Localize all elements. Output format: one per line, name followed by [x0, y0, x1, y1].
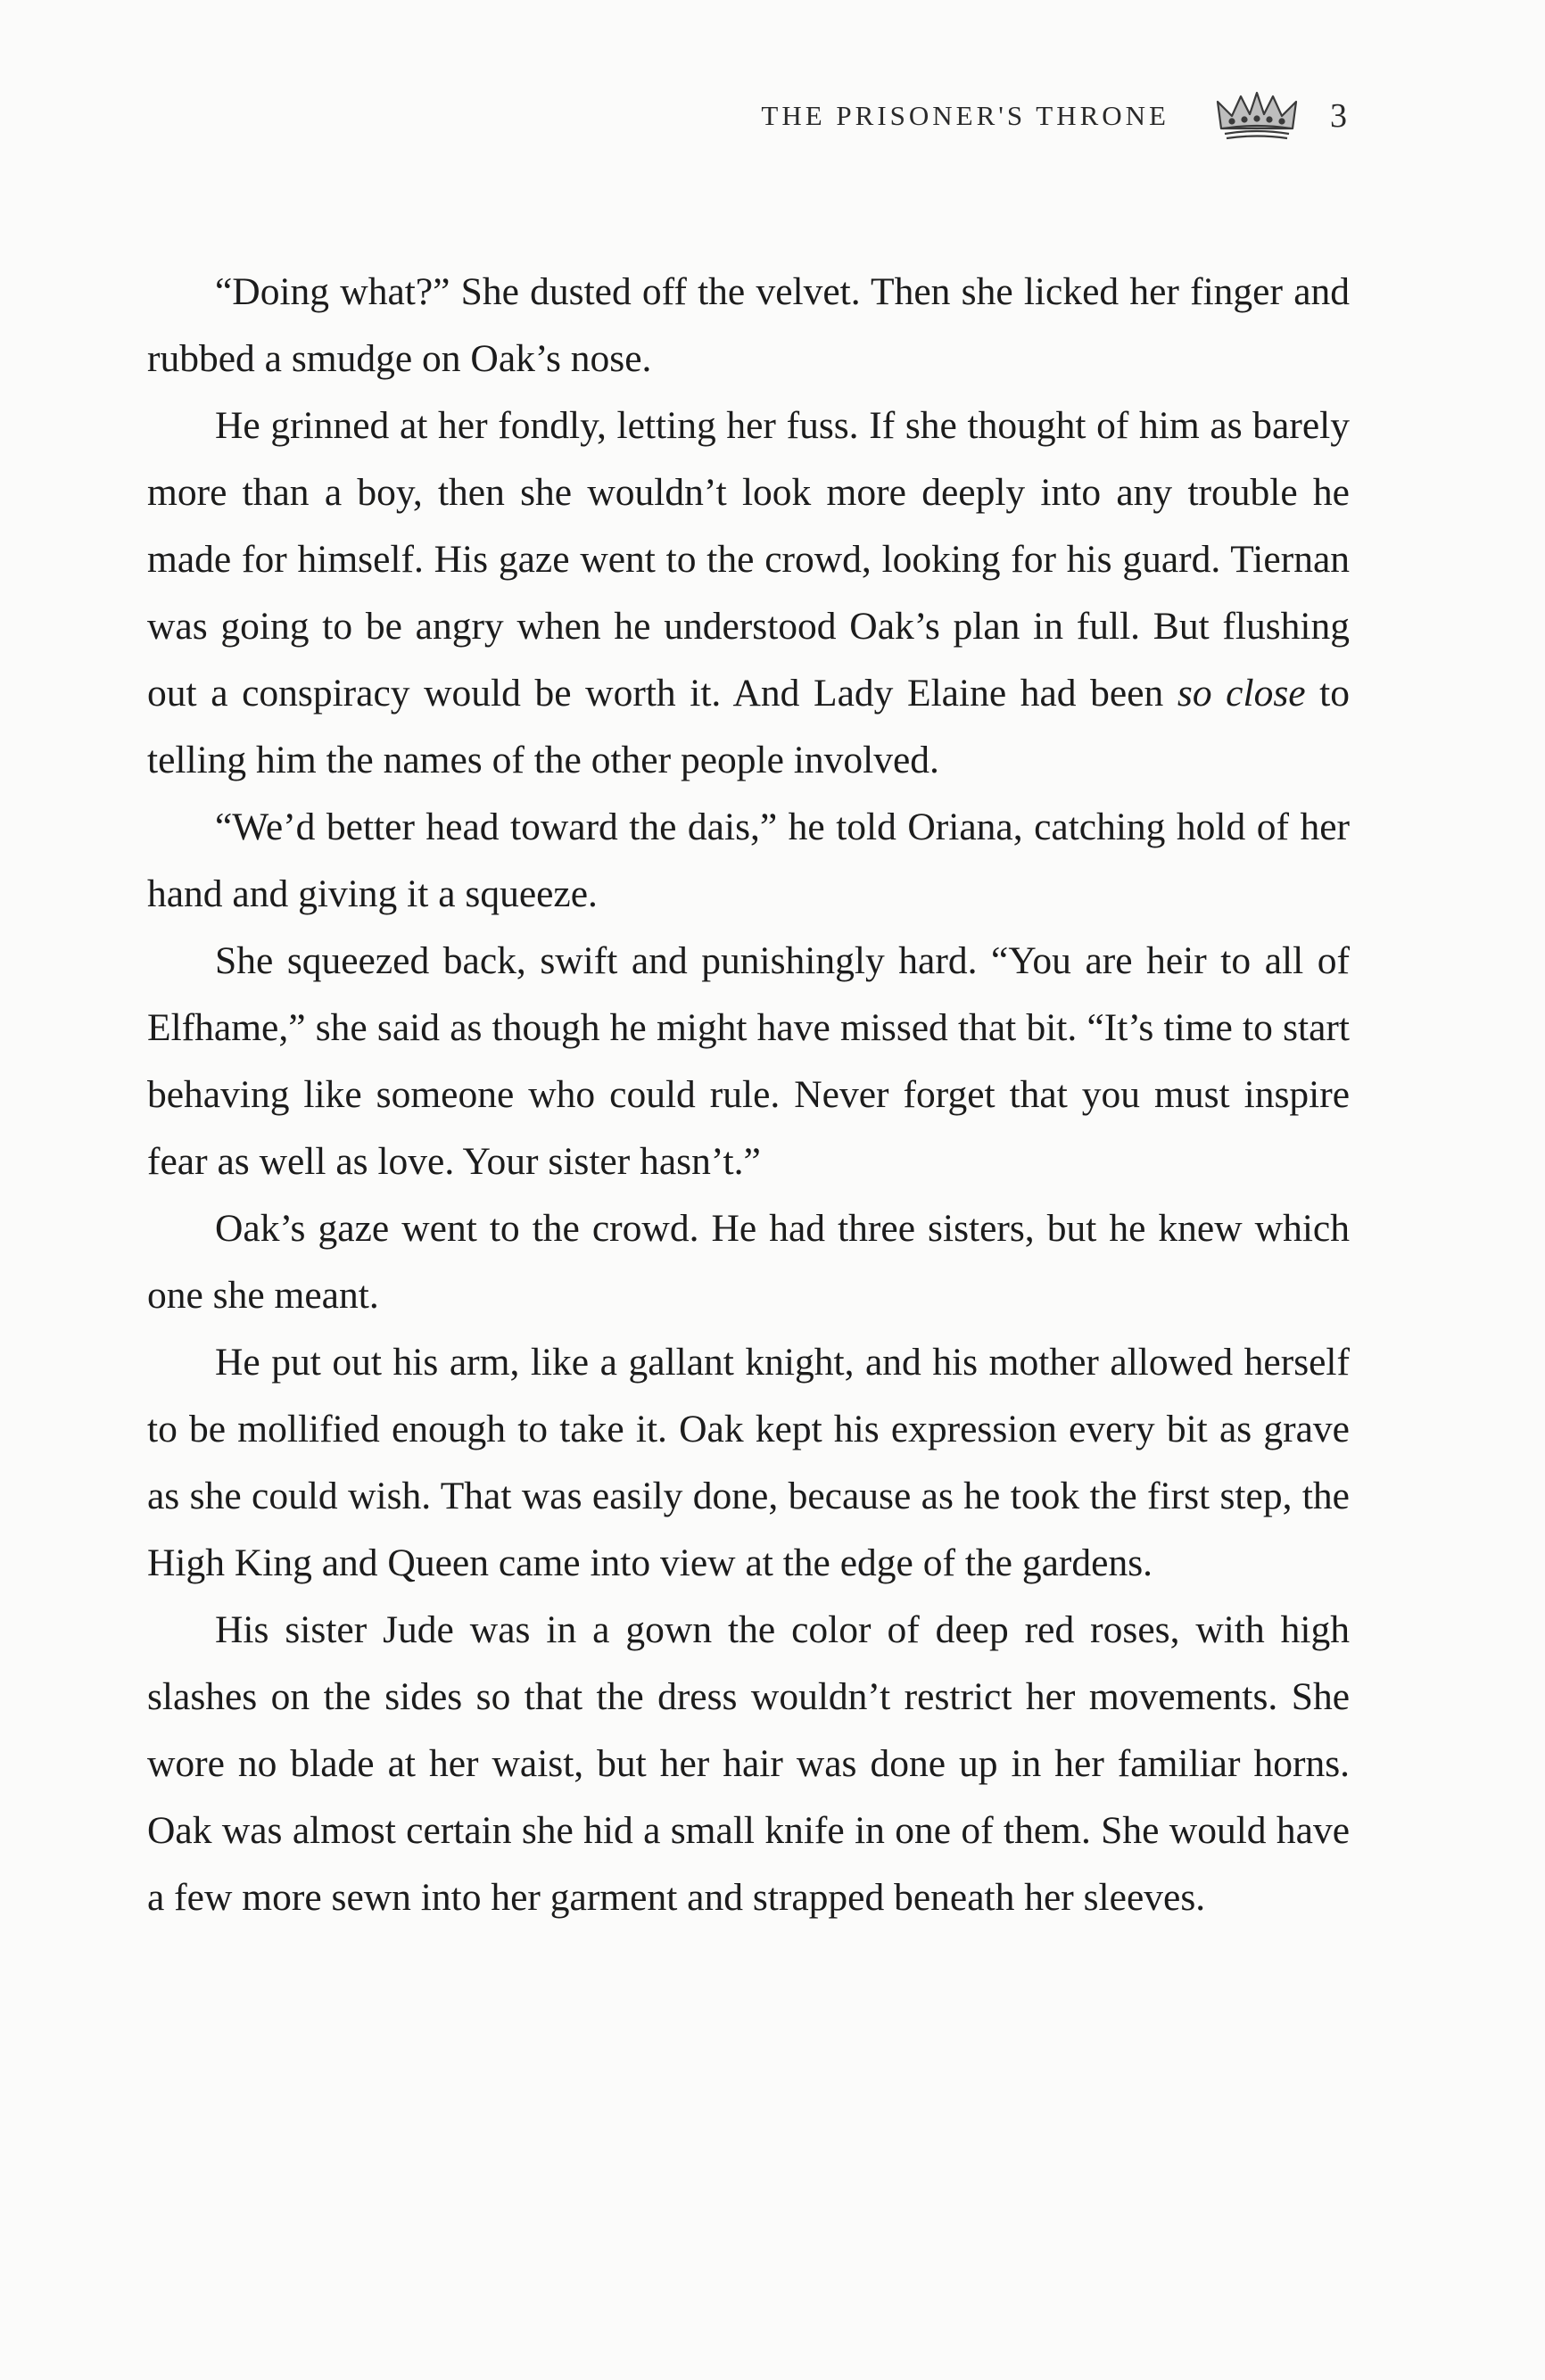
- paragraph: She squeezed back, swift and punishingly hard. “You are heir to all of Elfhame,” she said as though he might have missed that bit. “It’s time to start behaving like someone who could rule. Never forget that you must inspire fear as well as love. Your sister hasn’t.”: [147, 939, 1350, 1183]
- paragraph: “We’d better head toward the dais,” he told Oriana, catching hold of her hand and giving it a squeeze.: [147, 806, 1350, 915]
- paragraph-text: He grinned at her fondly, letting her fuss. If she thought of him as barely more than a boy, then she wouldn’t look more deeply into any trouble he made for himself. His gaze went to the crowd, looking for his guard. Tiernan was going to be angry when he understood Oak’s plan in full. But flushing out a conspiracy would be worth it. And Lady Elaine had been: [147, 404, 1350, 715]
- paragraph-text: to telling him the names of the other people involved.: [147, 672, 1351, 781]
- running-head: [761, 89, 1347, 143]
- body-text: [147, 259, 1350, 1931]
- page-number: 3: [1330, 97, 1347, 135]
- paragraph: [147, 393, 1350, 794]
- emphasis-text: so close: [1177, 672, 1306, 715]
- book-title: THE PRISONER'S THRONE: [761, 100, 1169, 131]
- paragraph: He put out his arm, like a gallant knight, and his mother allowed herself to be mollified enough to take it. Oak kept his expression every bit as grave as she could wish. That was easily done, because as he took the first step, the High King and Queen came into view at the edge of the gardens.: [147, 1341, 1350, 1584]
- paragraph: “Doing what?” She dusted off the velvet. Then she licked her finger and rubbed a smudge on Oak’s nose.: [147, 270, 1350, 380]
- paragraph: Oak’s gaze went to the crowd. He had three sisters, but he knew which one she meant.: [147, 1207, 1350, 1317]
- paragraph: His sister Jude was in a gown the color of deep red roses, with high slashes on the sides so that the dress wouldn’t restrict her movements. She wore no blade at her waist, but her hair was done up in her familiar horns. Oak was almost certain she hid a small knife in one of them. She would have a few more sewn into her garment and strapped beneath her sleeves.: [147, 1608, 1350, 1919]
- crown-icon: [1214, 89, 1300, 143]
